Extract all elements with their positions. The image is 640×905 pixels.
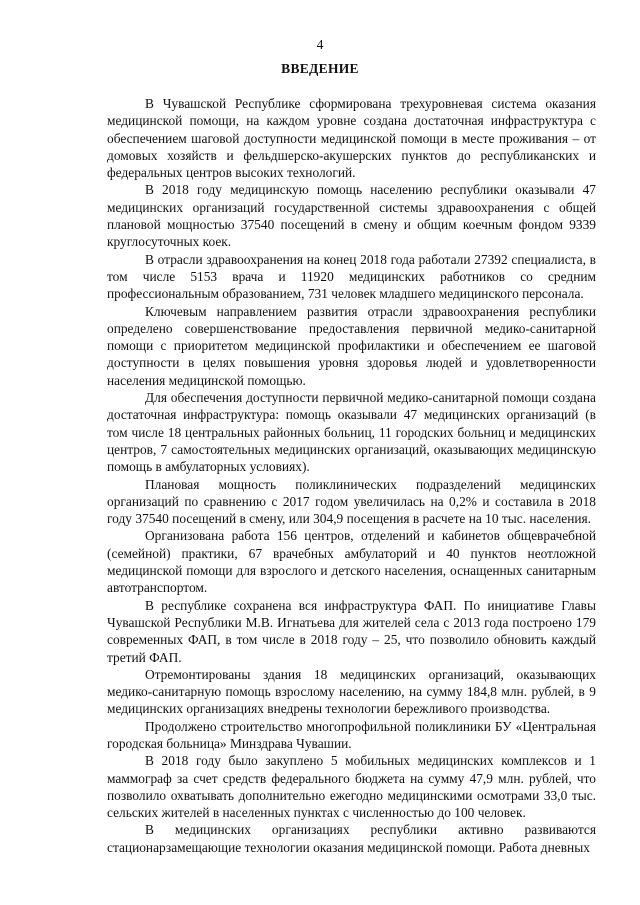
paragraph: В республике сохранена вся инфраструктура ФАП. По инициативе Главы Чувашской Республики М.В. Игнатьева для жителей села с 2013 года построено 179 современных ФАП, в том числе в 2018 году – 25, что позволило обновить каждый третий ФАП.	[107, 597, 596, 665]
paragraph: В медицинских организациях республики активно развиваются стационарзамещающие технологии оказания медицинской помощи. Работа дневных	[107, 822, 596, 855]
paragraph: В 2018 году медицинскую помощь населению республики оказывали 47 медицинских организаций государственной системы здравоохранения с общей плановой мощностью 37540 посещений в смену и общим коечным фондом 9339 круглосуточных коек.	[107, 182, 596, 250]
page-number: 4	[316, 37, 324, 52]
paragraph: Ключевым направлением развития отрасли здравоохранения республики определено совершенствование предоставления первичной медико-санитарной помощи с приоритетом медицинской профилактики и обеспечением ее шаговой доступности в целях повышения уровня здоровья людей и удовлетворенности населения медицинской помощью.	[107, 303, 596, 388]
section-heading: ВВЕДЕНИЕ	[281, 61, 359, 76]
paragraph: В отрасли здравоохранения на конец 2018 года работали 27392 специалиста, в том числе 5153 врача и 11920 медицинских работников со средним профессиональным образованием, 731 человек младшего медицинского персонала.	[107, 251, 596, 302]
paragraph: Для обеспечения доступности первичной медико-санитарной помощи создана достаточная инфраструктура: помощь оказывали 47 медицинских организаций (в том числе 18 центральных районных больниц, 11 городских больниц и медицинских центров, 7 самостоятельных медицинских организаций, оказывающих медицинскую помощь в амбулаторных условиях).	[107, 390, 596, 475]
paragraph: Организована работа 156 центров, отделений и кабинетов общеврачебной (семейной) практики, 67 врачебных амбулаторий и 40 пунктов неотложной медицинской помощи для взрослого и детского населения, оснащенных санитарным автотранспортом.	[107, 528, 596, 596]
paragraph: Продолжено строительство многопрофильной поликлиники БУ «Центральная городская больница» Минздрава Чувашии.	[107, 718, 596, 751]
paragraph: В Чувашской Республике сформирована трехуровневая система оказания медицинской помощи, на каждом уровне создана достаточная инфраструктура с обеспечением шаговой доступности медицинской помощи в месте проживания – от домовых хозяйств и фельдшерско-акушерских пунктов до республиканских и федеральных центров высоких технологий.	[107, 96, 596, 181]
paragraph: Плановая мощность поликлинических подразделений медицинских организаций по сравнению с 2017 годом увеличилась на 0,2% и составила в 2018 году 37540 посещений в смену, или 304,9 посещения в расчете на 10 тыс. населения.	[107, 476, 596, 527]
body-text	[107, 95, 596, 856]
paragraph: Отремонтированы здания 18 медицинских организаций, оказывающих медико-санитарную помощь взрослому населению, на сумму 184,8 млн. рублей, в 9 медицинских организациях внедрены технологии бережливого производства.	[107, 666, 596, 717]
paragraph: В 2018 году было закуплено 5 мобильных медицинских комплексов и 1 маммограф за счет средств федерального бюджета на сумму 47,9 млн. рублей, что позволило охватывать дополнительно ежегодно медицинскими осмотрами 33,0 тыс. сельских жителей в населенных пунктах с численностью до 100 человек.	[107, 753, 596, 821]
